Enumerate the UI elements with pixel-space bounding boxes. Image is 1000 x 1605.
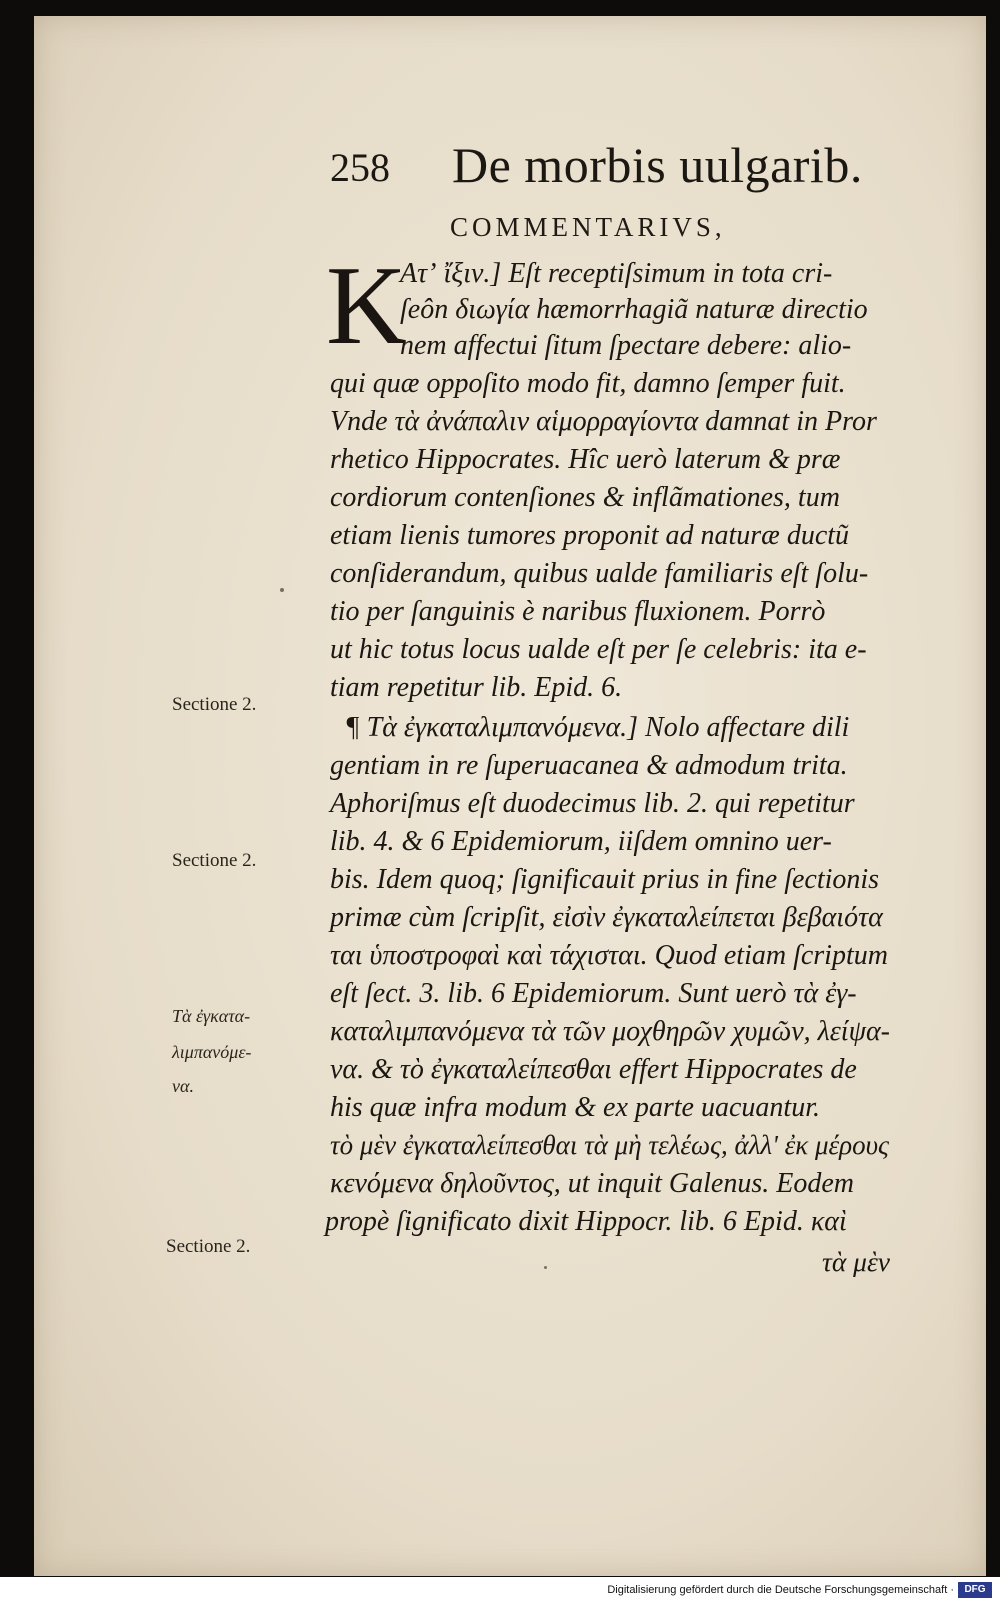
text-line: ται ὑποστροφαὶ καὶ τάχισται. Quod etiam ſcriptum	[330, 940, 888, 971]
text-line: tio per ſanguinis è naribus fluxionem. Porrò	[330, 596, 826, 627]
text-line: nem affectui ſitum ſpectare debere: alio-	[400, 330, 852, 361]
paper-speck	[544, 1266, 547, 1269]
text-line: τὰ μὲν	[822, 1246, 890, 1277]
text-line: tiam repetitur lib. Epid. 6.	[330, 672, 623, 703]
text-line: cordiorum contenſiones & inflãmationes, tum	[330, 482, 840, 513]
margin-note: Sectione 2.	[166, 1236, 251, 1257]
page-number: 258	[330, 145, 390, 190]
text-line: eſt ſect. 3. lib. 6 Epidemiorum. Sunt uerò τὰ ἐγ-	[330, 978, 857, 1009]
margin-note: Sectione 2.	[172, 850, 257, 871]
text-line: etiam lienis tumores proponit ad naturæ ductũ	[330, 520, 850, 551]
text-line: rhetico Hippocrates. Hîc uerò laterum & præ	[330, 444, 841, 475]
text-line: bis. Idem quoq; ſignificauit prius in fine ſectionis	[330, 864, 880, 895]
text-line: lib. 4. & 6 Epidemiorum, iiſdem omnino uer-	[330, 826, 832, 857]
running-title: De morbis uulgarib.	[452, 137, 863, 193]
margin-note: να.	[172, 1076, 194, 1096]
section-heading: COMMENTARIVS,	[450, 212, 726, 242]
drop-cap-initial: K	[326, 244, 407, 368]
text-line: conſiderandum, quibus ualde familiaris eſt ſolu-	[330, 558, 869, 589]
margin-note: Τὰ ἐγκατα-	[172, 1006, 251, 1026]
text-line: primæ cùm ſcripſit, εἰσὶν ἐγκαταλείπεται βεβαιότα	[330, 902, 883, 933]
footer-credit: Digitalisierung gefördert durch die Deutsche Forschungsgemeinschaft ·	[607, 1584, 954, 1596]
text-line: να. & τὸ ἐγκαταλείπεσθαι effert Hippocrates de	[330, 1054, 857, 1085]
text-line: ut hic totus locus ualde eſt per ſe celebris: ita e-	[330, 634, 867, 665]
text-line: propè ſignificato dixit Hippocr. lib. 6 Epid. καὶ	[325, 1206, 847, 1237]
text-line: his quæ infra modum & ex parte uacuantur.	[330, 1092, 820, 1123]
text-line: ¶ Τὰ ἐγκαταλιμπανόμενα.] Nolo affectare dili	[345, 712, 850, 743]
margin-note: λιμπανόμε-	[172, 1042, 252, 1062]
text-line: τὸ μὲν ἐγκαταλείπεσθαι τὰ μὴ τελέως, ἀλλ' ἐκ μέρους	[330, 1130, 889, 1160]
text-line: ſeôn διωγία hæmorrhagiã naturæ directio	[400, 294, 868, 325]
dfg-logo-icon: DFG	[958, 1582, 992, 1598]
text-line: κενόμενα δηλοῦντος, ut inquit Galenus. Eodem	[330, 1168, 855, 1199]
text-line: Aphoriſmus eſt duodecimus lib. 2. qui repetitur	[330, 788, 855, 819]
paper-speck	[280, 588, 284, 592]
margin-note: Sectione 2.	[172, 694, 257, 715]
digitization-footer	[0, 1577, 1000, 1605]
text-line: Vnde τὰ ἀνάπαλιν αἱμορραγίοντα damnat in Pror	[330, 406, 877, 437]
text-line: καταλιμπανόμενα τὰ τῶν μοχθηρῶν χυμῶν, λείψα-	[330, 1016, 890, 1047]
text-line: gentiam in re ſuperuacanea & admodum trita.	[330, 750, 848, 781]
page-header	[330, 136, 890, 196]
text-line: Ατʼ ἴξιν.] Eſt receptiſsimum in tota cri-	[400, 258, 833, 289]
text-line: qui quæ oppoſito modo fit, damno ſemper fuit.	[330, 368, 846, 399]
